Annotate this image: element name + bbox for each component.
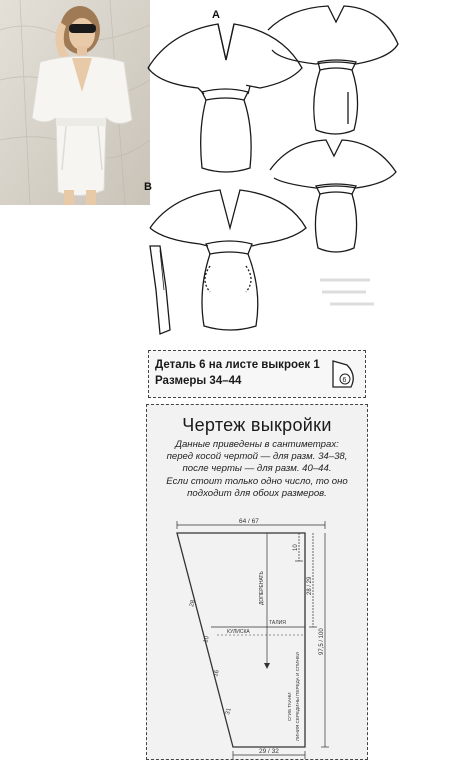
pattern-piece-icon bbox=[329, 357, 359, 391]
sketch-a-back bbox=[268, 6, 398, 134]
dress-technical-sketches bbox=[140, 0, 455, 345]
view-b-label: B bbox=[144, 181, 152, 193]
dim-top-width: 64 / 67 bbox=[239, 518, 259, 525]
pattern-draft-panel bbox=[146, 404, 368, 760]
pattern-note-line: перед косой чертой — для разм. 34–38, bbox=[166, 451, 348, 463]
svg-text:6: 6 bbox=[342, 377, 347, 384]
dim-total-length: 97,5 / 100 bbox=[319, 628, 325, 655]
dim-upper-depth: 10 bbox=[293, 544, 299, 551]
dim-slant-2: 10 bbox=[203, 635, 211, 644]
pattern-draft-drawing bbox=[147, 515, 369, 761]
pattern-note-line: подходит для обоих размеров. bbox=[187, 487, 327, 499]
dim-mid-depth: 28 / 29 bbox=[307, 576, 313, 595]
view-a-label: A bbox=[212, 9, 220, 21]
sketch-a-front bbox=[148, 24, 302, 172]
pattern-note-line: после черты — для разм. 40–44. bbox=[182, 463, 332, 475]
dim-slant-4: 31 bbox=[225, 707, 233, 716]
sheet-sizes-text: Размеры 34–44 bbox=[155, 375, 242, 387]
dim-bottom-width: 29 / 32 bbox=[259, 748, 279, 755]
dim-slant-3: 16 bbox=[213, 669, 221, 678]
pattern-note-line: Если стоит только одно число, то оно bbox=[166, 475, 348, 487]
dim-slant-1: 28 bbox=[189, 599, 197, 608]
sketch-b-back bbox=[270, 140, 396, 252]
pattern-notes bbox=[147, 439, 367, 500]
label-waist: ТАЛИЯ bbox=[269, 620, 286, 626]
sheet-detail-text: Деталь 6 на листе выкроек 1 bbox=[155, 359, 320, 371]
model-photo bbox=[0, 0, 150, 205]
pattern-note-line: Данные приведены в сантиметрах: bbox=[175, 439, 339, 450]
pattern-piece-outline bbox=[177, 533, 305, 747]
pattern-sheet-info bbox=[148, 350, 366, 398]
pattern-title: Чертеж выкройки bbox=[182, 415, 332, 435]
label-casing: КУЛИСКА bbox=[227, 629, 250, 635]
label-extend: ДОПЕРЕНАТЬ bbox=[259, 571, 265, 605]
sketch-b-front bbox=[150, 190, 306, 330]
label-fold: ЛИНИЯ СЕРЕДИНЫ ПЕРЕДА И СПИНКИ bbox=[295, 652, 300, 741]
sketch-belt bbox=[150, 246, 170, 334]
label-fold-2: СГИБ ТКАНИ bbox=[287, 692, 292, 721]
